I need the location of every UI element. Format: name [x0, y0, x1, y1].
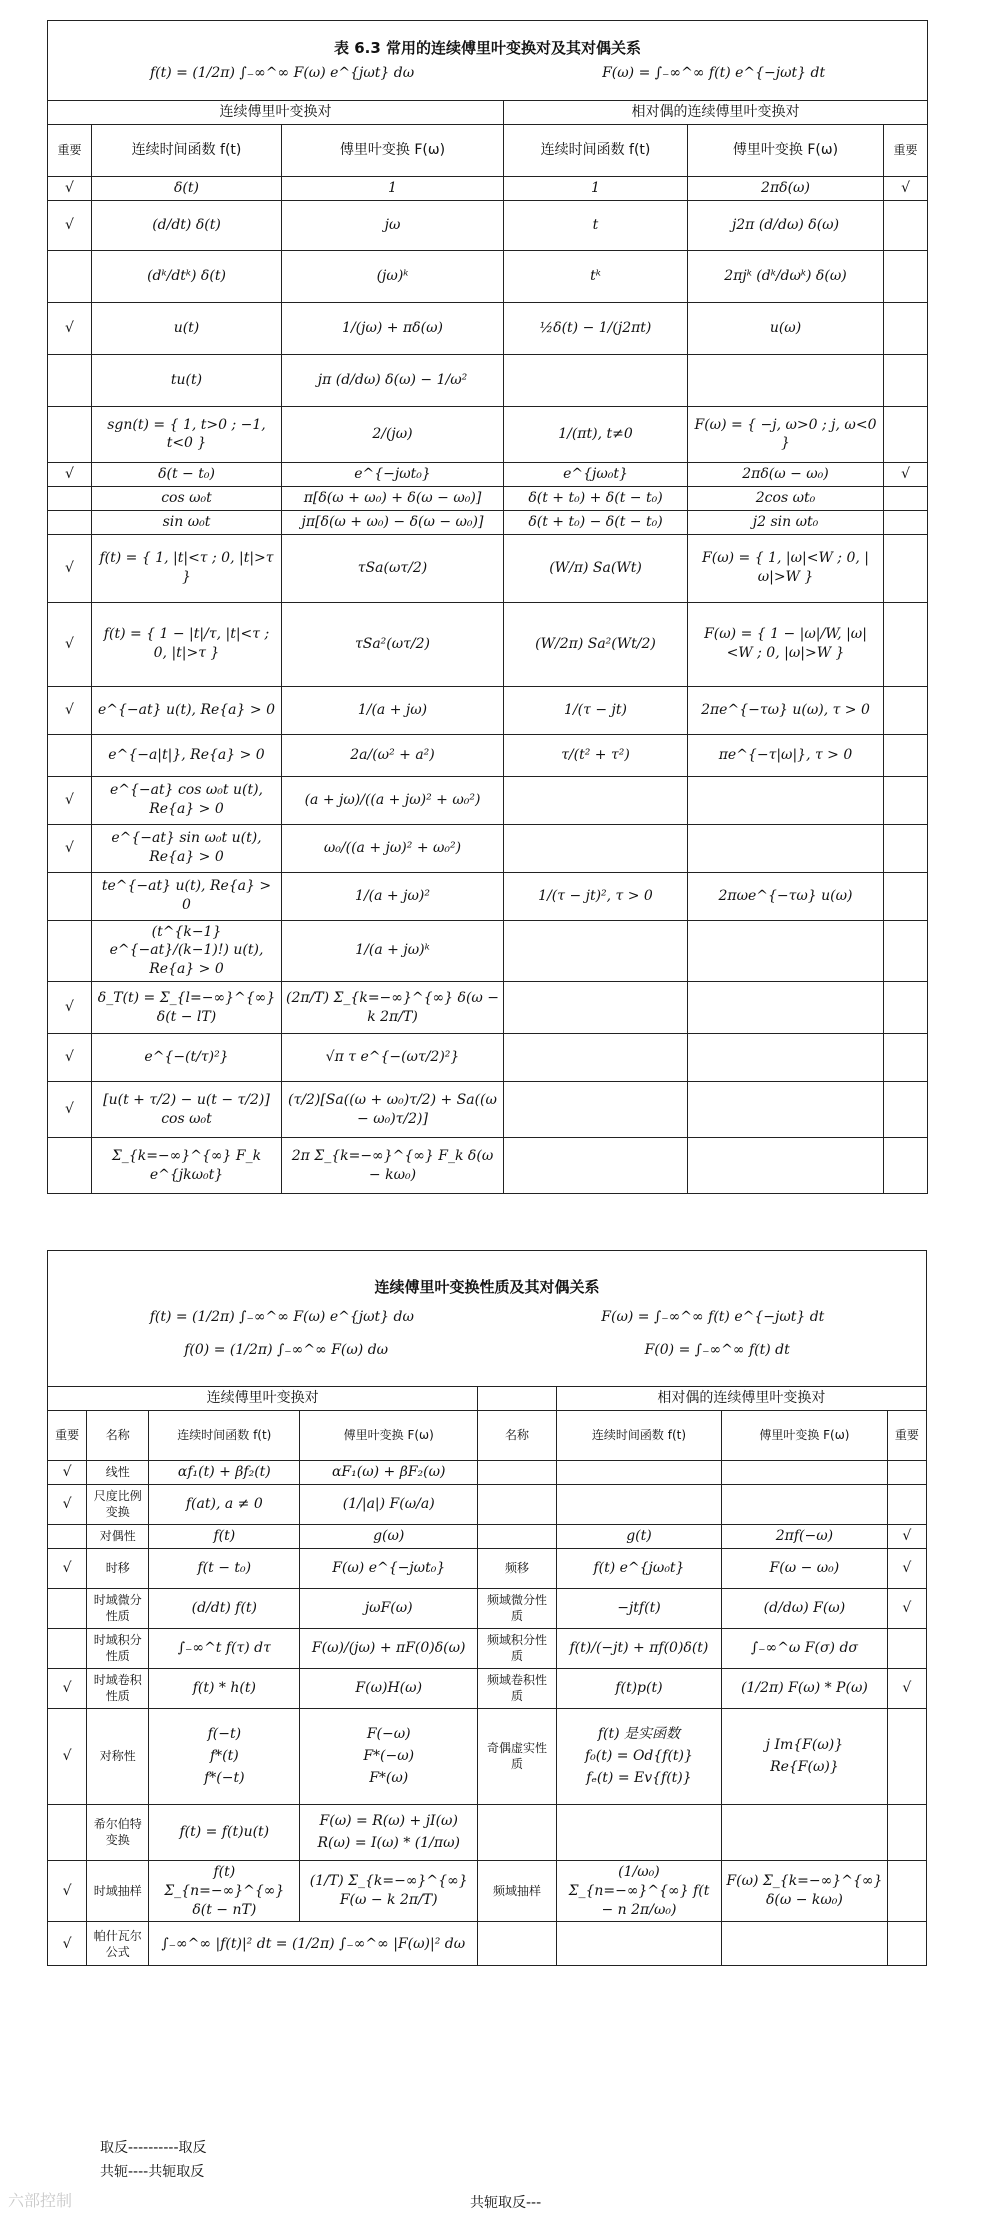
dual-fourier-transform-cell: j2π (d/dω) δ(ω): [688, 200, 884, 250]
dual-time-function-cell: t: [504, 200, 688, 250]
header-important-left: 重要: [48, 124, 92, 176]
table1-title: 表 6.3 常用的连续傅里叶变换对及其对偶关系: [334, 38, 642, 57]
table2-title: 连续傅里叶变换性质及其对偶关系: [374, 1278, 600, 1297]
dual-fourier-transform-cell-line: Re{F(ω)}: [770, 1758, 839, 1775]
important-right-cell: [884, 1034, 928, 1082]
t2-header-important-right: 重要: [887, 1411, 926, 1461]
important-right-cell: √: [887, 1524, 926, 1548]
dual-property-name-cell: 频移: [478, 1548, 557, 1588]
time-function-cell: e^{−at} u(t), Re{a} > 0: [92, 686, 282, 734]
dual-time-function-cell: f(t) e^{jω₀t}: [556, 1548, 721, 1588]
pair-row: [48, 920, 928, 982]
header-dual-fourier-transform: 傅里叶变换 F(ω): [688, 124, 884, 176]
property-row: [48, 1860, 927, 1922]
table1-title-row: [48, 21, 928, 101]
time-function-cell: (dᵏ/dtᵏ) δ(t): [92, 250, 282, 302]
dual-time-function-cell: 1/(τ − jt): [504, 686, 688, 734]
dual-fourier-transform-cell: [722, 1461, 887, 1485]
important-right-cell: [884, 486, 928, 510]
time-function-cell: ∫₋∞^t f(τ) dτ: [149, 1628, 300, 1668]
important-left-cell: √: [48, 686, 92, 734]
important-left-cell: [48, 354, 92, 406]
dual-fourier-transform-cell: 2πe^{−τω} u(ω), τ > 0: [688, 686, 884, 734]
important-right-cell: [884, 200, 928, 250]
dual-property-name-cell: [478, 1461, 557, 1485]
time-function-cell: e^{−a|t|}, Re{a} > 0: [92, 734, 282, 776]
dual-time-function-cell: [504, 1138, 688, 1194]
dual-time-function-cell: tᵏ: [504, 250, 688, 302]
fourier-transform-cell: F(ω)/(jω) + πF(0)δ(ω): [300, 1628, 478, 1668]
time-function-cell: (d/dt) δ(t): [92, 200, 282, 250]
dual-time-function-cell: [556, 1708, 721, 1804]
dual-fourier-transform-cell: [688, 776, 884, 824]
fourier-transform-cell-line: F(ω) = R(ω) + jI(ω): [319, 1812, 458, 1829]
time-function-cell: f(t − t₀): [149, 1548, 300, 1588]
property-row: [48, 1628, 927, 1668]
important-left-cell: √: [48, 1461, 87, 1485]
important-right-cell: [884, 982, 928, 1034]
forward-transform-formula: F(ω) = ∫₋∞^∞ f(t) e^{−jωt} dt: [602, 65, 826, 82]
dual-time-function-cell: [504, 1082, 688, 1138]
note-conjugate: 共轭----共轭取反: [100, 2164, 205, 2180]
fourier-transform-cell: (τ/2)[Sa((ω + ω₀)τ/2) + Sa((ω − ω₀)τ/2)]: [282, 1082, 504, 1138]
time-function-cell: δ(t): [92, 176, 282, 200]
dual-fourier-transform-cell: [688, 1082, 884, 1138]
time-function-cell: e^{−(t/τ)²}: [92, 1034, 282, 1082]
important-right-cell: [884, 734, 928, 776]
important-right-cell: [887, 1860, 926, 1922]
fourier-transform-cell: 2/(jω): [282, 406, 504, 462]
table2-group-row: [48, 1387, 927, 1411]
pair-row: [48, 776, 928, 824]
pair-row: [48, 176, 928, 200]
t2-header-transform: 傅里叶变换 F(ω): [300, 1411, 478, 1461]
dual-fourier-transform-cell: [722, 1484, 887, 1524]
time-function-cell: [149, 1708, 300, 1804]
dual-time-function-cell: [556, 1484, 721, 1524]
property-row: [48, 1922, 927, 1966]
dual-time-function-cell: τ/(t² + τ²): [504, 734, 688, 776]
important-right-cell: √: [884, 176, 928, 200]
important-left-cell: √: [48, 1082, 92, 1138]
dual-time-function-cell: [504, 776, 688, 824]
important-right-cell: [884, 406, 928, 462]
dual-fourier-transform-cell: [722, 1804, 887, 1860]
time-function-cell: tu(t): [92, 354, 282, 406]
time-function-cell: δ_T(t) = Σ_{l=−∞}^{∞} δ(t − lT): [92, 982, 282, 1034]
dual-fourier-transform-cell: πe^{−τ|ω|}, τ > 0: [688, 734, 884, 776]
property-row: [48, 1804, 927, 1860]
watermark-logo: 六部控制: [8, 2191, 73, 2210]
dual-time-function-cell-line: fₑ(t) = Ev{f(t)}: [586, 1769, 692, 1786]
important-left-cell: [48, 510, 92, 534]
pair-row: [48, 734, 928, 776]
fourier-transform-cell-line: R(ω) = I(ω) * (1/πω): [317, 1834, 460, 1851]
important-left-cell: [48, 1804, 87, 1860]
important-left-cell: [48, 1138, 92, 1194]
fourier-transform-cell: τSa²(ωτ/2): [282, 602, 504, 686]
important-right-cell: [884, 1082, 928, 1138]
f-zero-formula: f(0) = (1/2π) ∫₋∞^∞ F(ω) dω: [184, 1341, 389, 1358]
time-function-cell: f(t) * h(t): [149, 1668, 300, 1708]
pair-row: [48, 824, 928, 872]
fourier-transform-cell: √π τ e^{−(ωτ/2)²}: [282, 1034, 504, 1082]
fourier-transform-cell: [300, 1804, 478, 1860]
property-row: [48, 1548, 927, 1588]
dual-time-function-cell: [504, 824, 688, 872]
fourier-transform-cell-line: F*(ω): [369, 1769, 409, 1786]
parseval-formula-cell: ∫₋∞^∞ |f(t)|² dt = (1/2π) ∫₋∞^∞ |F(ω)|² dω: [149, 1922, 478, 1966]
pair-row: [48, 462, 928, 486]
important-right-cell: [887, 1922, 926, 1966]
dual-time-function-cell: g(t): [556, 1524, 721, 1548]
dual-fourier-transform-cell: F(ω) = { −j, ω>0 ; j, ω<0 }: [688, 406, 884, 462]
pair-row: [48, 406, 928, 462]
t2-header-dual-name: 名称: [478, 1411, 557, 1461]
fourier-transform-cell: 1/(a + jω)ᵏ: [282, 920, 504, 982]
dual-time-function-cell: δ(t + t₀) − δ(t − t₀): [504, 510, 688, 534]
important-left-cell: √: [48, 302, 92, 354]
fourier-transform-cell: (jω)ᵏ: [282, 250, 504, 302]
fourier-transform-cell: 2π Σ_{k=−∞}^{∞} F_k δ(ω − kω₀): [282, 1138, 504, 1194]
F-zero-formula: F(0) = ∫₋∞^∞ f(t) dt: [644, 1341, 790, 1358]
time-function-cell: f(at), a ≠ 0: [149, 1484, 300, 1524]
table2-group-right: 相对偶的连续傅里叶变换对: [556, 1387, 926, 1411]
important-right-cell: [884, 872, 928, 920]
important-left-cell: √: [48, 1922, 87, 1966]
important-right-cell: [887, 1804, 926, 1860]
important-right-cell: [884, 776, 928, 824]
pair-row: [48, 1138, 928, 1194]
fourier-transform-cell: 2a/(ω² + a²): [282, 734, 504, 776]
group-left-header: 连续傅里叶变换对: [48, 101, 504, 125]
dual-time-function-cell: ½δ(t) − 1/(j2πt): [504, 302, 688, 354]
t2-header-time-function: 连续时间函数 f(t): [149, 1411, 300, 1461]
time-function-cell-line: f*(t): [209, 1747, 239, 1764]
pair-row: [48, 982, 928, 1034]
time-function-cell: f(t): [149, 1524, 300, 1548]
dual-time-function-cell: [556, 1922, 721, 1966]
important-left-cell: [48, 1588, 87, 1628]
fourier-transform-cell: [300, 1708, 478, 1804]
property-name-cell: 时域微分性质: [87, 1588, 149, 1628]
important-right-cell: [884, 250, 928, 302]
important-right-cell: [887, 1461, 926, 1485]
important-left-cell: [48, 486, 92, 510]
important-right-cell: [884, 1138, 928, 1194]
important-left-cell: √: [48, 1034, 92, 1082]
important-left-cell: √: [48, 176, 92, 200]
dual-time-function-cell: 1: [504, 176, 688, 200]
dual-property-name-cell: [478, 1524, 557, 1548]
fourier-transform-cell: jπ[δ(ω + ω₀) − δ(ω − ω₀)]: [282, 510, 504, 534]
property-name-cell: 时移: [87, 1548, 149, 1588]
dual-property-name-cell: 奇偶虚实性质: [478, 1708, 557, 1804]
important-right-cell: [884, 920, 928, 982]
property-name-cell: 时域抽样: [87, 1860, 149, 1922]
important-right-cell: [884, 534, 928, 602]
dual-fourier-transform-cell: 2πf(−ω): [722, 1524, 887, 1548]
time-function-cell: sgn(t) = { 1, t>0 ; −1, t<0 }: [92, 406, 282, 462]
dual-property-name-cell: 频域抽样: [478, 1860, 557, 1922]
t2-header-dual-time-function: 连续时间函数 f(t): [556, 1411, 721, 1461]
important-right-cell: [884, 602, 928, 686]
pair-row: [48, 486, 928, 510]
pair-row: [48, 510, 928, 534]
important-left-cell: √: [48, 1668, 87, 1708]
fourier-transform-cell-line: F(−ω): [366, 1725, 411, 1742]
important-right-cell: [884, 510, 928, 534]
important-right-cell: [887, 1708, 926, 1804]
property-name-cell: 时域积分性质: [87, 1628, 149, 1668]
dual-fourier-transform-cell: 2cos ωt₀: [688, 486, 884, 510]
time-function-cell: e^{−at} sin ω₀t u(t), Re{a} > 0: [92, 824, 282, 872]
dual-fourier-transform-cell: [688, 920, 884, 982]
dual-fourier-transform-cell: ∫₋∞^ω F(σ) dσ: [722, 1628, 887, 1668]
dual-fourier-transform-cell: [688, 824, 884, 872]
fourier-transform-cell: π[δ(ω + ω₀) + δ(ω − ω₀)]: [282, 486, 504, 510]
dual-fourier-transform-cell: [688, 982, 884, 1034]
important-right-cell: [887, 1484, 926, 1524]
important-left-cell: [48, 1524, 87, 1548]
table2-group-spacer: [478, 1387, 557, 1411]
dual-time-function-cell: [556, 1461, 721, 1485]
dual-fourier-transform-cell: 2πδ(ω − ω₀): [688, 462, 884, 486]
table2-title-row: [48, 1251, 927, 1387]
fourier-transform-cell: jωF(ω): [300, 1588, 478, 1628]
dual-time-function-cell: 1/(πt), t≠0: [504, 406, 688, 462]
table1-group-row: [48, 101, 928, 125]
dual-fourier-transform-cell: F(ω) = { 1, |ω|<W ; 0, |ω|>W }: [688, 534, 884, 602]
important-left-cell: [48, 250, 92, 302]
important-left-cell: √: [48, 602, 92, 686]
dual-time-function-cell: [504, 920, 688, 982]
footer-text: 共轭取反---: [470, 2195, 542, 2211]
dual-time-function-cell: f(t)/(−jt) + πf(0)δ(t): [556, 1628, 721, 1668]
fourier-pairs-table: [47, 20, 928, 1194]
t2-header-important-left: 重要: [48, 1411, 87, 1461]
fourier-transform-cell: αF₁(ω) + βF₂(ω): [300, 1461, 478, 1485]
important-left-cell: [48, 872, 92, 920]
property-name-cell: 对偶性: [87, 1524, 149, 1548]
dual-fourier-transform-cell: 2πjᵏ (dᵏ/dωᵏ) δ(ω): [688, 250, 884, 302]
dual-property-name-cell: 频域积分性质: [478, 1628, 557, 1668]
dual-time-function-cell: −jtf(t): [556, 1588, 721, 1628]
time-function-cell: f(t) Σ_{n=−∞}^{∞} δ(t − nT): [149, 1860, 300, 1922]
important-left-cell: [48, 1628, 87, 1668]
important-left-cell: √: [48, 1548, 87, 1588]
property-row: [48, 1524, 927, 1548]
time-function-cell-line: f(−t): [207, 1725, 242, 1742]
time-function-cell: u(t): [92, 302, 282, 354]
fourier-transform-cell: e^{−jωt₀}: [282, 462, 504, 486]
pair-row: [48, 1082, 928, 1138]
dual-fourier-transform-cell: [688, 1138, 884, 1194]
time-function-cell: (d/dt) f(t): [149, 1588, 300, 1628]
property-row: [48, 1484, 927, 1524]
time-function-cell: cos ω₀t: [92, 486, 282, 510]
table2-header-row: [48, 1411, 927, 1461]
time-function-cell: δ(t − t₀): [92, 462, 282, 486]
time-function-cell: Σ_{k=−∞}^{∞} F_k e^{jkω₀t}: [92, 1138, 282, 1194]
dual-property-name-cell: [478, 1804, 557, 1860]
table2-forward-formula: F(ω) = ∫₋∞^∞ f(t) e^{−jωt} dt: [601, 1308, 825, 1325]
important-left-cell: [48, 406, 92, 462]
property-name-cell: 希尔伯特变换: [87, 1804, 149, 1860]
dual-fourier-transform-cell: [722, 1708, 887, 1804]
dual-time-function-cell: e^{jω₀t}: [504, 462, 688, 486]
time-function-cell-line: f*(−t): [204, 1769, 245, 1786]
dual-fourier-transform-cell: (1/2π) F(ω) * P(ω): [722, 1668, 887, 1708]
important-right-cell: √: [887, 1588, 926, 1628]
property-row: [48, 1461, 927, 1485]
pair-row: [48, 686, 928, 734]
fourier-transform-cell: (2π/T) Σ_{k=−∞}^{∞} δ(ω − k 2π/T): [282, 982, 504, 1034]
property-row: [48, 1668, 927, 1708]
dual-time-function-cell: f(t)p(t): [556, 1668, 721, 1708]
fourier-properties-table: [47, 1250, 927, 1966]
t2-header-dual-transform: 傅里叶变换 F(ω): [722, 1411, 887, 1461]
time-function-cell: te^{−at} u(t), Re{a} > 0: [92, 872, 282, 920]
fourier-transform-cell: ω₀/((a + jω)² + ω₀²): [282, 824, 504, 872]
table1-header-row: [48, 124, 928, 176]
dual-fourier-transform-cell: [688, 1034, 884, 1082]
dual-time-function-cell-line: f(t) 是实函数: [597, 1725, 681, 1742]
dual-fourier-transform-cell: (d/dω) F(ω): [722, 1588, 887, 1628]
important-right-cell: [884, 824, 928, 872]
fourier-transform-cell: (1/T) Σ_{k=−∞}^{∞} F(ω − k 2π/T): [300, 1860, 478, 1922]
dual-time-function-cell: δ(t + t₀) + δ(t − t₀): [504, 486, 688, 510]
group-right-header: 相对偶的连续傅里叶变换对: [504, 101, 928, 125]
property-name-cell: 帕什瓦尔公式: [87, 1922, 149, 1966]
dual-fourier-transform-cell: 2πδ(ω): [688, 176, 884, 200]
pair-row: [48, 302, 928, 354]
time-function-cell: αf₁(t) + βf₂(t): [149, 1461, 300, 1485]
fourier-transform-cell: F(ω) e^{−jωt₀}: [300, 1548, 478, 1588]
dual-time-function-cell: (1/ω₀) Σ_{n=−∞}^{∞} f(t − n 2π/ω₀): [556, 1860, 721, 1922]
time-function-cell: sin ω₀t: [92, 510, 282, 534]
fourier-transform-cell: (a + jω)/((a + jω)² + ω₀²): [282, 776, 504, 824]
property-row: [48, 1708, 927, 1804]
fourier-transform-cell: 1/(a + jω): [282, 686, 504, 734]
important-left-cell: √: [48, 824, 92, 872]
header-time-function: 连续时间函数 f(t): [92, 124, 282, 176]
dual-fourier-transform-cell: F(ω) Σ_{k=−∞}^{∞} δ(ω − kω₀): [722, 1860, 887, 1922]
fourier-transform-cell: (1/|a|) F(ω/a): [300, 1484, 478, 1524]
table2-inverse-formula: f(t) = (1/2π) ∫₋∞^∞ F(ω) e^{jωt} dω: [149, 1308, 414, 1325]
dual-fourier-transform-cell: [688, 354, 884, 406]
dual-time-function-cell: 1/(τ − jt)², τ > 0: [504, 872, 688, 920]
pair-row: [48, 872, 928, 920]
pair-row: [48, 200, 928, 250]
important-right-cell: √: [887, 1668, 926, 1708]
property-name-cell: 尺度比例变换: [87, 1484, 149, 1524]
t2-header-name: 名称: [87, 1411, 149, 1461]
dual-time-function-cell: [504, 982, 688, 1034]
table2-group-left: 连续傅里叶变换对: [48, 1387, 478, 1411]
fourier-transform-cell: g(ω): [300, 1524, 478, 1548]
dual-time-function-cell: (W/π) Sa(Wt): [504, 534, 688, 602]
time-function-cell: e^{−at} cos ω₀t u(t), Re{a} > 0: [92, 776, 282, 824]
important-right-cell: √: [887, 1548, 926, 1588]
header-dual-time-function: 连续时间函数 f(t): [504, 124, 688, 176]
important-right-cell: [884, 686, 928, 734]
dual-fourier-transform-cell: 2πωe^{−τω} u(ω): [688, 872, 884, 920]
time-function-cell: [u(t + τ/2) − u(t − τ/2)] cos ω₀t: [92, 1082, 282, 1138]
pair-row: [48, 534, 928, 602]
fourier-transform-cell: F(ω)H(ω): [300, 1668, 478, 1708]
important-left-cell: √: [48, 982, 92, 1034]
fourier-transform-cell: jπ (d/dω) δ(ω) − 1/ω²: [282, 354, 504, 406]
dual-fourier-transform-cell: F(ω) = { 1 − |ω|/W, |ω|<W ; 0, |ω|>W }: [688, 602, 884, 686]
important-left-cell: √: [48, 462, 92, 486]
dual-time-function-cell: [556, 1804, 721, 1860]
important-right-cell: √: [884, 462, 928, 486]
dual-time-function-cell: [504, 1034, 688, 1082]
time-function-cell: f(t) = { 1, |t|<τ ; 0, |t|>τ }: [92, 534, 282, 602]
important-right-cell: [884, 354, 928, 406]
header-fourier-transform: 傅里叶变换 F(ω): [282, 124, 504, 176]
important-left-cell: √: [48, 534, 92, 602]
dual-fourier-transform-cell-line: j Im{F(ω)}: [765, 1736, 844, 1753]
property-row: [48, 1588, 927, 1628]
important-left-cell: [48, 920, 92, 982]
property-name-cell: 线性: [87, 1461, 149, 1485]
fourier-transform-cell: jω: [282, 200, 504, 250]
note-negation: 取反----------取反: [100, 2140, 207, 2156]
fourier-transform-cell: τSa(ωτ/2): [282, 534, 504, 602]
dual-fourier-transform-cell: F(ω − ω₀): [722, 1548, 887, 1588]
dual-fourier-transform-cell: u(ω): [688, 302, 884, 354]
important-left-cell: √: [48, 1708, 87, 1804]
dual-property-name-cell: [478, 1484, 557, 1524]
pair-row: [48, 602, 928, 686]
important-left-cell: [48, 734, 92, 776]
fourier-transform-cell: 1/(a + jω)²: [282, 872, 504, 920]
important-right-cell: [887, 1628, 926, 1668]
pair-row: [48, 1034, 928, 1082]
pair-row: [48, 250, 928, 302]
dual-time-function-cell: [504, 354, 688, 406]
property-name-cell: 对称性: [87, 1708, 149, 1804]
pair-row: [48, 354, 928, 406]
dual-time-function-cell: (W/2π) Sa²(Wt/2): [504, 602, 688, 686]
dual-fourier-transform-cell: j2 sin ωt₀: [688, 510, 884, 534]
property-name-cell: 时域卷积性质: [87, 1668, 149, 1708]
dual-fourier-transform-cell: [722, 1922, 887, 1966]
fourier-transform-cell: 1/(jω) + πδ(ω): [282, 302, 504, 354]
time-function-cell: f(t) = { 1 − |t|/τ, |t|<τ ; 0, |t|>τ }: [92, 602, 282, 686]
fourier-transform-cell-line: F*(−ω): [363, 1747, 415, 1764]
dual-property-name-cell: [478, 1922, 557, 1966]
time-function-cell: f(t) = f(t)u(t): [149, 1804, 300, 1860]
time-function-cell: (t^{k−1} e^{−at}/(k−1)!) u(t), Re{a} > 0: [92, 920, 282, 982]
fourier-transform-cell: 1: [282, 176, 504, 200]
dual-time-function-cell-line: f₀(t) = Od{f(t)}: [584, 1747, 693, 1764]
header-important-right: 重要: [884, 124, 928, 176]
important-left-cell: √: [48, 1860, 87, 1922]
important-left-cell: √: [48, 200, 92, 250]
important-left-cell: √: [48, 776, 92, 824]
important-right-cell: [884, 302, 928, 354]
inverse-transform-formula: f(t) = (1/2π) ∫₋∞^∞ F(ω) e^{jωt} dω: [149, 65, 415, 82]
dual-property-name-cell: 频域微分性质: [478, 1588, 557, 1628]
important-left-cell: √: [48, 1484, 87, 1524]
dual-property-name-cell: 频域卷积性质: [478, 1668, 557, 1708]
